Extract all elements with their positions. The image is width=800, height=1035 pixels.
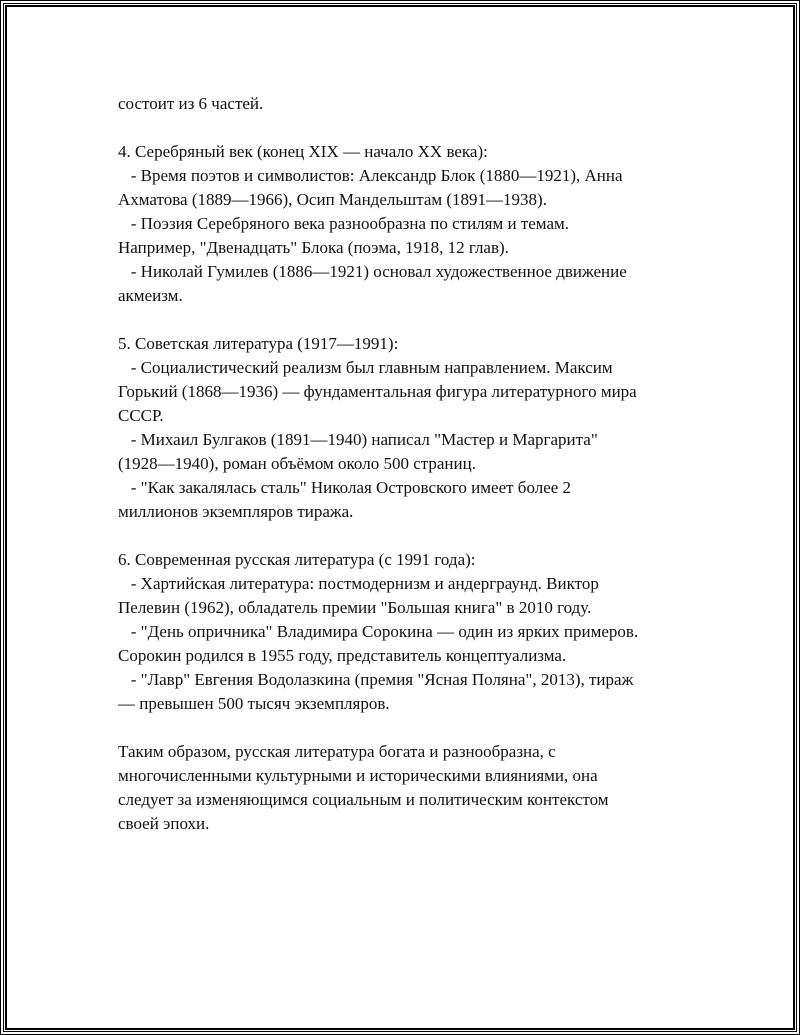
- text-line: — превышен 500 тысяч экземпляров.: [118, 694, 390, 713]
- text-line: Таким образом, русская литература богата и разнообразна, с: [118, 742, 556, 761]
- text-line: Горький (1868—1936) — фундаментальная фигура литературного мира: [118, 382, 637, 401]
- text-line: миллионов экземпляров тиража.: [118, 502, 354, 521]
- text-line: 4. Серебряный век (конец XIX — начало XX века):: [118, 142, 488, 161]
- paragraph: [118, 92, 718, 116]
- paragraph-gap: [118, 308, 718, 332]
- text-line: акмеизм.: [118, 286, 183, 305]
- paragraph: [118, 332, 718, 524]
- text-line: Например, "Двенадцать" Блока (поэма, 1918, 12 глав).: [118, 238, 509, 257]
- text-line: - Николай Гумилев (1886—1921) основал художественное движение: [118, 262, 627, 281]
- text-line: - Поэзия Серебряного века разнообразна по стилям и темам.: [118, 214, 570, 233]
- text-line: - "Лавр" Евгения Водолазкина (премия "Ясная Поляна", 2013), тираж: [118, 670, 634, 689]
- paragraph: [118, 740, 718, 836]
- text-line: 5. Советская литература (1917—1991):: [118, 334, 399, 353]
- paragraph-gap: [118, 524, 718, 548]
- text-line: Ахматова (1889—1966), Осип Мандельштам (1891—1938).: [118, 190, 547, 209]
- text-line: многочисленными культурными и историческими влияниями, она: [118, 766, 598, 785]
- text-line: - Михаил Булгаков (1891—1940) написал "Мастер и Маргарита": [118, 430, 598, 449]
- text-line: СССР.: [118, 406, 164, 425]
- paragraph-gap: [118, 116, 718, 140]
- text-line: состоит из 6 частей.: [118, 94, 264, 113]
- text-line: - Социалистический реализм был главным направлением. Максим: [118, 358, 613, 377]
- paragraph: [118, 140, 718, 308]
- text-line: Пелевин (1962), обладатель премии "Большая книга" в 2010 году.: [118, 598, 592, 617]
- text-line: следует за изменяющимся социальным и политическим контекстом: [118, 790, 609, 809]
- text-line: Сорокин родился в 1955 году, представитель концептуализма.: [118, 646, 567, 665]
- paragraph-gap: [118, 716, 718, 740]
- text-line: своей эпохи.: [118, 814, 210, 833]
- text-line: - "Как закалялась сталь" Николая Островского имеет более 2: [118, 478, 572, 497]
- text-line: - "День опричника" Владимира Сорокина — один из ярких примеров.: [118, 622, 639, 641]
- text-line: 6. Современная русская литература (с 1991 года):: [118, 550, 476, 569]
- text-line: (1928—1940), роман объёмом около 500 страниц.: [118, 454, 476, 473]
- text-line: - Хартийская литература: постмодернизм и андерграунд. Виктор: [118, 574, 599, 593]
- document-body: [118, 92, 718, 836]
- paragraph: [118, 548, 718, 716]
- text-line: - Время поэтов и символистов: Александр Блок (1880—1921), Анна: [118, 166, 623, 185]
